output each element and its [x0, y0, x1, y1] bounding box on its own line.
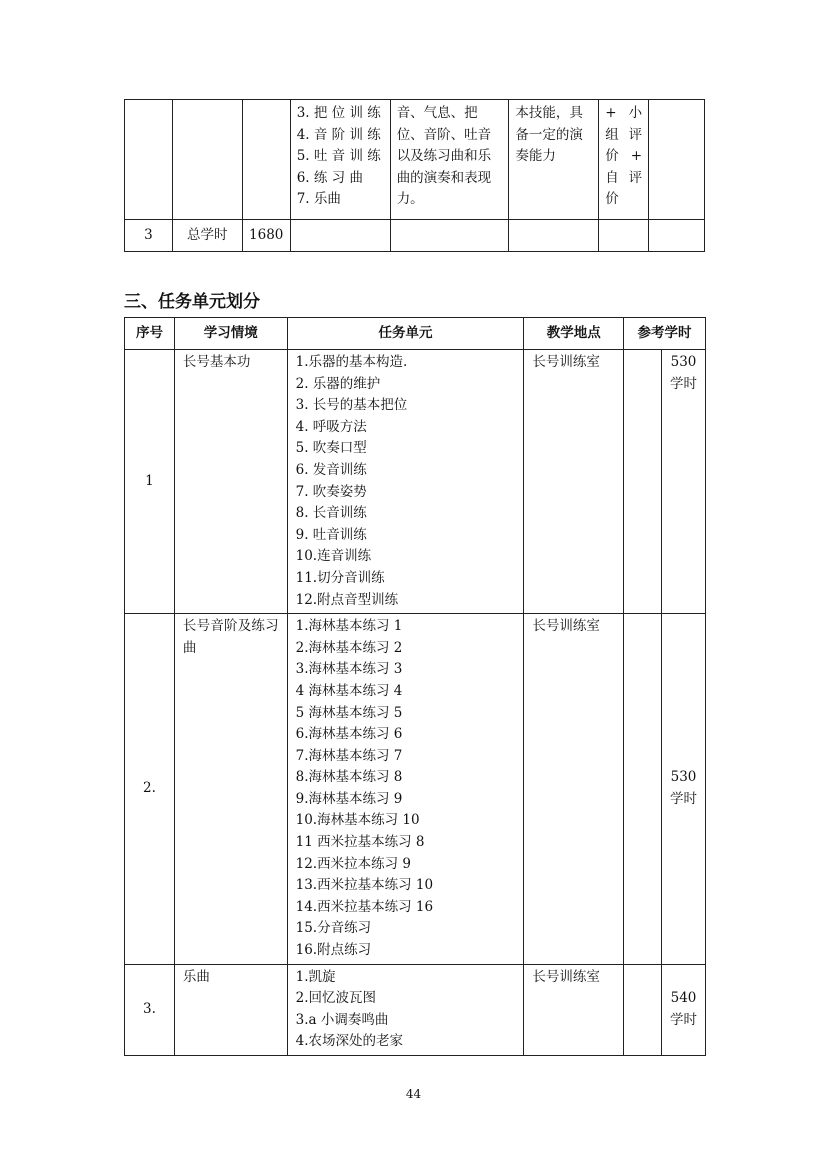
- section-title: 三、任务单元划分: [124, 292, 260, 312]
- header-context: 学习情境: [174, 318, 287, 350]
- reference-hours: 530 学时: [662, 614, 706, 965]
- task-list: [287, 350, 524, 614]
- task-item: 2. 乐器的维护: [295, 375, 381, 392]
- total-hours-value: 1680: [242, 220, 290, 252]
- row-number: 2.: [125, 614, 175, 965]
- task-item: 3.海林基本练习 3: [295, 661, 403, 678]
- task-item: 7. 乐曲: [296, 191, 341, 208]
- row-number: 3.: [125, 964, 175, 1055]
- table-header-row: [125, 318, 706, 350]
- learning-context: 长号基本功: [174, 350, 287, 614]
- task-list: [287, 614, 524, 965]
- reference-hours: 530 学时: [662, 350, 706, 614]
- task-item: 1.乐器的基本构造.: [295, 354, 408, 370]
- header-place: 教学地点: [524, 318, 624, 350]
- task-item: 7.海林基本练习 7: [295, 747, 403, 764]
- task-item: 10.海林基本练习 10: [295, 812, 420, 829]
- table-row: [125, 964, 706, 1055]
- task-item: 11.切分音训练: [295, 569, 385, 586]
- task-item: 3.a 小调奏鸣曲: [295, 1011, 389, 1028]
- task-item: 5. 吐 音 训 练: [296, 148, 381, 165]
- task-item: 8. 长音训练: [295, 505, 367, 522]
- teaching-place: 长号训练室: [524, 964, 624, 1055]
- task-item: 12.西米拉本练习 9: [295, 855, 411, 872]
- task-item: 6.海林基本练习 6: [295, 726, 403, 743]
- table-row: [125, 220, 705, 252]
- header-hours: 参考学时: [624, 318, 706, 350]
- task-item: 9. 吐音训练: [295, 526, 367, 543]
- task-item: 8.海林基本练习 8: [295, 769, 403, 786]
- task-item: 4. 音 阶 训 练: [296, 126, 381, 143]
- task-item: 13.西米拉基本练习 10: [295, 877, 434, 894]
- task-item: 12.附点音型训练: [295, 591, 399, 608]
- continuation-table: [124, 99, 705, 252]
- task-item: 15.分音练习: [295, 920, 372, 937]
- learning-context: 乐曲: [174, 964, 287, 1055]
- task-unit-table: [124, 317, 706, 1056]
- task-item: 3. 长号的基本把位: [295, 397, 408, 414]
- task-item: 7. 吹奏姿势: [295, 483, 367, 500]
- task-item: 4 海林基本练习 4: [295, 682, 403, 699]
- teaching-place: 长号训练室: [524, 350, 624, 614]
- teaching-place: 长号训练室: [524, 614, 624, 965]
- task-item: 2.海林基本练习 2: [295, 639, 403, 656]
- total-hours-label: 总学时: [172, 220, 242, 252]
- task-item: 1.凯旋: [295, 968, 336, 985]
- training-goal-cell: 音、气息、把位、音阶、吐音以及练习曲和乐曲的演奏和表现力。: [390, 100, 509, 220]
- task-item: 11 西米拉基本练习 8: [295, 834, 425, 851]
- task-item: 10.连音训练: [295, 548, 372, 565]
- table-row: [125, 614, 706, 965]
- task-item: 2.回忆波瓦图: [295, 990, 377, 1007]
- learning-context: 长号音阶及练习曲: [174, 614, 287, 965]
- page-number: 44: [405, 1087, 422, 1101]
- task-item: 4. 呼吸方法: [295, 418, 367, 435]
- row-number: 3: [125, 220, 173, 252]
- ability-cell: 本技能，具备一定的演奏能力: [509, 100, 599, 220]
- task-list: [287, 964, 524, 1055]
- reference-hours: 540 学时: [662, 964, 706, 1055]
- assessment-cell: + 小 组 评 价 + 自 评 价: [599, 100, 649, 220]
- task-item: 6. 发音训练: [295, 461, 367, 478]
- task-item: 9.海林基本练习 9: [295, 790, 403, 807]
- table-row: [125, 350, 706, 614]
- task-list-cell: [290, 100, 390, 220]
- header-no: 序号: [125, 318, 175, 350]
- task-item: 6. 练 习 曲: [296, 169, 363, 186]
- row-number: 1: [125, 350, 175, 614]
- task-item: 16.附点练习: [295, 942, 372, 959]
- task-item: 14.西米拉基本练习 16: [295, 898, 434, 915]
- task-item: 5. 吹奏口型: [295, 440, 367, 457]
- task-item: 5 海林基本练习 5: [295, 704, 403, 721]
- task-item: 4.农场深处的老家: [295, 1033, 404, 1050]
- task-item: 3. 把 位 训 练: [296, 105, 381, 121]
- task-item: 1.海林基本练习 1: [295, 618, 403, 635]
- table-row: [125, 100, 705, 220]
- header-tasks: 任务单元: [287, 318, 524, 350]
